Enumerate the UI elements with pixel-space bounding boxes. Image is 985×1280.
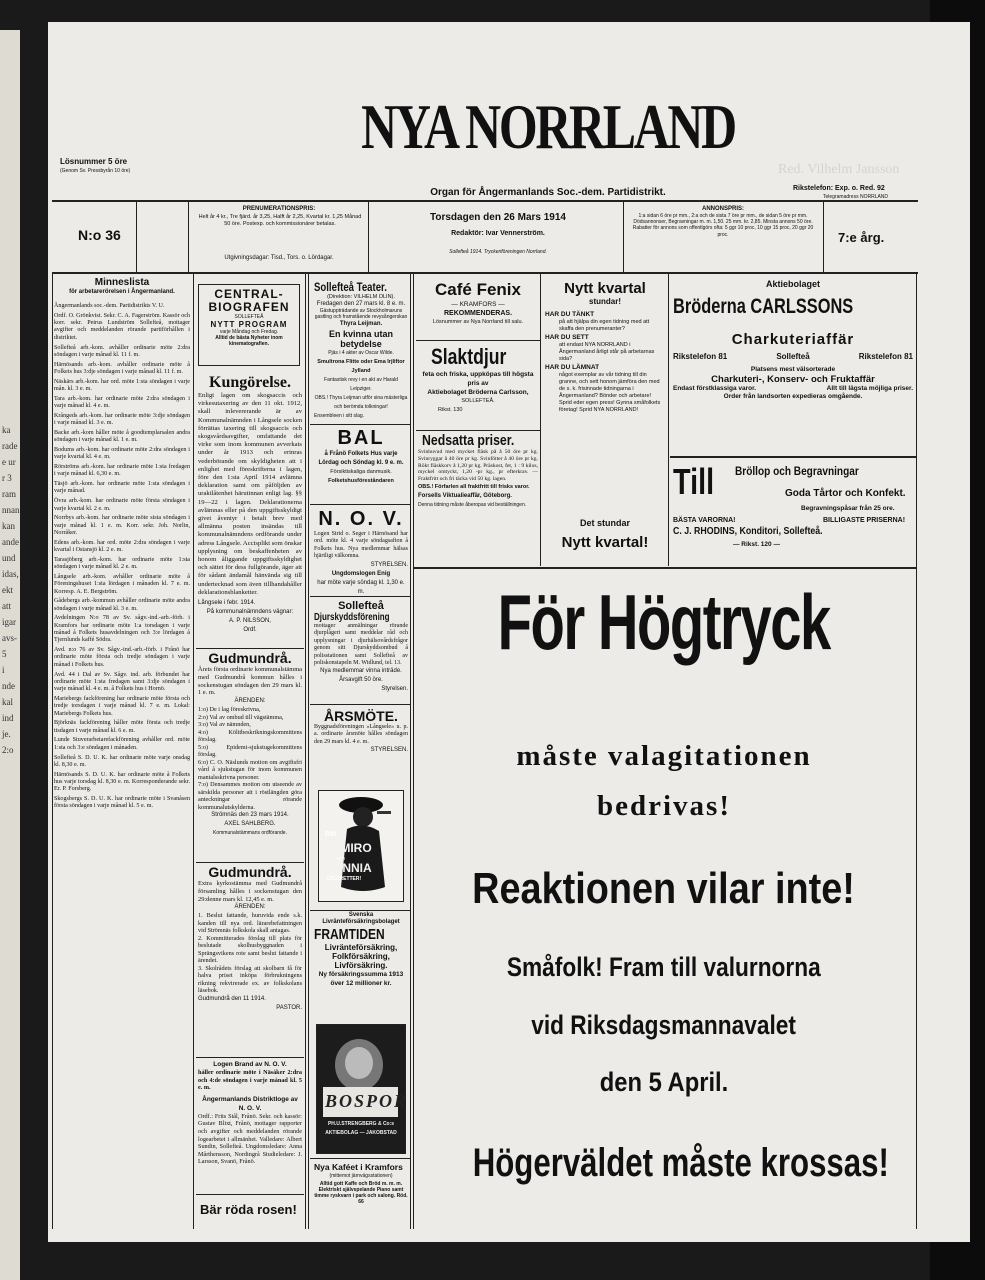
minneslista-entry: Backe arb.-kom håller möte å goodtemplarsalen andra söndagen i varje månad kl. 1 e. m. [54, 429, 190, 444]
adjacent-page-fragment: 5 [2, 649, 7, 659]
gudmundra2-signer: PASTOR. [276, 1004, 302, 1011]
carlssons-goods-head: Platsens mest välsorterade [750, 366, 836, 373]
slaktdjur-buyer: Aktiebolaget Bröderna Carlsson, [427, 389, 529, 396]
election-line1: måste valagitationen [516, 740, 812, 772]
minneslista-entry: Bodums arb.-kom. har ordinarie möte 2:dra söndagen i varje kvartal kl. 4 e. m. [54, 446, 190, 461]
framtiden-name: FRAMTIDEN [314, 926, 385, 943]
theater-ensemble: Ensembleen i sitt slag. [314, 413, 365, 419]
rule [310, 424, 410, 425]
adjacent-page-fragment: ekt [2, 585, 13, 595]
bal-host: Folketshusföreståndaren [328, 478, 394, 484]
gudmundra2-place: Gudmundrå den 11 1914. [198, 995, 266, 1002]
rhodins-ad [673, 460, 913, 560]
theater-extra: Smultrona Flitte oder Ema Irjliftor Jylland [317, 359, 405, 374]
ang-dist-text: Ordf.: Frits Stål, Frånö. Sekr. och kassör: Gustav Blixt, Frånö, mottager rapporter och avgifter och meddelanden rörande logearbetet i allmänhet. Valledare: Albert Sundin, Sollefteå. Ungdomsledare: Anna Mårthensson, Nordingrå Studieledare: J. Larsson, Svanö, Frånö. [198, 1112, 302, 1166]
arsmote-text: Byggnadsföreningen »Långsele» u. p. a. ordinarie årsmöte hålles söndagen den 29 mars kl. 4 e. m. [314, 724, 408, 745]
election-reaction: Reaktionen vilar inte! [472, 864, 856, 913]
rhodins-line1: Bröllop och Begravningar [735, 464, 859, 478]
minneslista-entry: Avd. 44 i Dal av Sv. Sågv. ind. arb. förbundet har ordinarie möte 1:sta fredagen samt 3:dje söndagen i varje månad kl. 4 e. m. å Folkets hus i Hornö. [54, 671, 190, 693]
rule [623, 202, 624, 272]
rule [416, 430, 540, 431]
newspaper-page [48, 22, 970, 1242]
nya-kafet-sub: (mittemot järnvägsstationen) [329, 1173, 393, 1179]
rule [310, 504, 410, 505]
carlssons-goods2: Endast förstklassiga varor. [673, 385, 757, 392]
cinema-title-1: CENTRAL- [214, 287, 284, 301]
nedsatta-priser-ad [418, 432, 538, 510]
nytt-kvartal-q3: HAR DU LÄMNAT [545, 364, 600, 371]
gudmundra2-items [198, 912, 302, 995]
cafe-fenix-rec: REKOMMENDERAS. [443, 310, 513, 317]
phone-line: Rikstelefon: Exp. o. Red. 92 [793, 185, 885, 192]
bal-band: Försiktiskaliga danmusik. [330, 469, 392, 475]
nedsatta-title: Nedsatta priser. [421, 432, 515, 449]
gudmundra1-items [198, 706, 302, 811]
rhodins-name: C. J. RHODINS, Konditori, Sollefteå. [673, 526, 823, 537]
bal-title: BAL [337, 427, 385, 449]
adjacent-page-fragment: avs- [2, 633, 17, 643]
carlssons-top: Aktiebolaget [765, 279, 820, 289]
arsmote-sign: STYRELSEN. [370, 747, 408, 754]
minneslista-entry: Avd. n:o 76 av Sv. Sågv.-ind.-arb.-förb. i Frånö har ordinarie möte första och tredje söndagen i varje månad i Folkets hus. [54, 647, 190, 668]
armiro-brand-2: ARMIRO [323, 841, 372, 855]
price-label: Lösnummer 5 öre [60, 157, 128, 166]
cafe-fenix-ad [418, 280, 538, 327]
theater-star: Thyra Leijman. [339, 321, 383, 327]
bospor-cigarette-ad [316, 1024, 409, 1154]
carlssons-phones [673, 352, 913, 361]
column-rule [308, 274, 309, 1229]
gudmundra1-item: 5:o) Epidemi-sjukstugekommittens förslag. [198, 743, 302, 759]
djurskydd-member: Nya medlemmar vinna inträde. Årsavgift 50 öre. [320, 668, 402, 684]
slaktdjur-ad [418, 344, 538, 415]
framtiden-line1: Livränteförsäkring, [324, 943, 398, 952]
adjacent-page-fragment: e ur [2, 457, 16, 467]
slaktdjur-title: Slaktdjur [430, 344, 507, 369]
minneslista-entry: Tarasjöberg arb.-kom. har ordinarie möte 1:sta söndagen i varje månad kl. 2 e. m. [54, 556, 190, 571]
arsmote-ad [314, 708, 408, 755]
framtiden-sum2: över 12 millioner kr. [330, 980, 392, 987]
adjacent-page-fragment: igar [2, 617, 16, 627]
carlssons-phone-left: Rikstelefon 81 [673, 352, 728, 361]
rhodins-tel: — Rikst. 120 — [733, 541, 780, 548]
nytt-kvartal-t1: på att hjälpa din egen tidning med att skaffa den prenumeranter? [559, 319, 650, 332]
framtiden-line2: Folkförsäkring, [332, 952, 390, 961]
minneslista-entry: Edens arb.-kom. har ord. möte 2:dra söndagen i varje kvartal i Ostansjö kl. 2 e. m. [54, 539, 190, 554]
minneslista-entry: Härnösands S. D. U. K. har ordinarie möte å Folkets hus varje torsdag kl. 8,30 e. m. Korresponderande sekr. Er. P. Forsberg. [54, 771, 190, 793]
theater-play: En kvinna utan betydelse [328, 329, 393, 349]
nov-ungdom-title: Ungdomslogen Enig [331, 570, 391, 577]
column-rule [305, 274, 306, 1229]
minneslista-entry: Ordf. O. Grönkvist. Sekr. C. A. Fagerström. Kassör och korr. sekr. Petrus Lundström Sollefteå, mottager avgifter och meddelanden rörande partiförhållen i distriktet. [54, 312, 190, 341]
rhodins-best: BÄSTA VARORNA! [673, 517, 736, 524]
rule [414, 567, 916, 569]
nytt-kvartal-ad [545, 280, 665, 414]
kungorelse-place: Långsele i febr. 1914. [198, 600, 256, 607]
framtiden-ad [314, 912, 408, 988]
theater-title: Sollefteå Teater. [314, 280, 387, 294]
adjacent-page-fragment: je. [2, 729, 11, 739]
adjacent-page-fragment: 2:o [2, 745, 14, 755]
election-line4: vid Riksdagsmannavalet [531, 1010, 797, 1040]
kungorelse-title: Kungörelse. [209, 374, 291, 391]
election-final: Högerväldet måste krossas! [472, 1141, 889, 1185]
minneslista-subtitle: för arbetarerörelsen i Ångermanland. [69, 289, 175, 295]
ang-dist-title: Ångermanlands Distriktloge av N. O. V. [202, 1095, 298, 1112]
logen-title: Logen Brand av N. O. V. [213, 1061, 287, 1068]
nov-ungdom-text: har möte varje söndag kl. 1,30 e. m. [317, 579, 405, 595]
theater-direction: (Direktion: VILHELM OLIN). [327, 294, 395, 300]
rule [196, 1194, 304, 1195]
gudmundra1-text: Årets första ordinarie kommunalstämma med Gudmundrå kommun hålles i sockenstugan söndagen den 29 mars kl. 1 e. m. [198, 666, 302, 697]
adjacent-page-fragment: rade [2, 441, 18, 451]
issue-date: Torsdagen den 26 Mars 1914 [430, 212, 566, 223]
ads-price-title: ANNONSPRIS: [701, 206, 744, 212]
minneslista-entry: Tara arb.-kom. har ordinarie möte 2:dra söndagen i varje månad kl. 4 e. m. [54, 395, 190, 410]
rule [416, 340, 540, 341]
carlssons-phone-right: Rikstelefon 81 [858, 352, 913, 361]
minneslista-entry: Härnösands arb.-kom. avhåller ordinarie möte å Folkets hus 3:dje söndagen i varje månad kl. 11 f. m. [54, 361, 190, 375]
printer: Sollefteå 1914. Tryckeriföreningen Norrland. [449, 249, 547, 255]
minneslista-title: Minneslista [94, 277, 150, 288]
rule [368, 202, 369, 272]
nov-text: Logen Strid o. Seger i Härnösand har ord. möte kl. 4 varje söndagsafton å Folkets hus. Nya medlemmar hälsas hjärtligt välkomna. [314, 531, 408, 560]
nytt-kvartal-q1: HAR DU TÄNKT [545, 311, 595, 318]
djurskydd-title-1: Sollefteå [338, 600, 384, 612]
minneslista-entry: Täsjö arb.-kom. har ordinarie möte 1:sta söndagen i varje månad. [54, 481, 190, 495]
cinema-title-2: BIOGRAFEN [208, 300, 290, 314]
minneslista-entry: Gådebergs arb.-kommun avhåller ordinarie möte andra söndagen i varje månad kl. 3 e. m. [54, 598, 190, 612]
gudmundra1-place: Strömnäs den 23 mars 1914. [211, 812, 289, 819]
bospor-maker: PH.U.STRENGBERG & Co:s AKTIEBOLAG — JAKOBSTAD [325, 1121, 397, 1136]
carlssons-goods: Charkuteri-, Konserv- och Fruktaffär [711, 374, 875, 385]
publishing-days: Utgivningsdagar: Tisd., Tors. o. Lördagar. [224, 255, 334, 261]
carlssons-ad [673, 280, 913, 401]
framtiden-top: Svenska Livränteförsäkringsbolaget [322, 912, 400, 925]
kungorelse-signer-role: Ordf. [243, 627, 257, 634]
minneslista-entry: Sollefteå arb.-kom. avhåller ordinarie möte 2:dra söndagen i varje månad kl. 11 f. m. [54, 344, 190, 358]
rhodins-till: Till [673, 461, 715, 502]
telegram-line: Telegramadress NORRLAND [823, 194, 889, 200]
issue-number: N:o 36 [78, 227, 121, 243]
rule [823, 202, 824, 272]
theater-play-sub: Pjäs i 4 akter av Oscar Wilde. [328, 350, 394, 356]
adjacent-page-fragment: nde [2, 681, 15, 691]
slaktdjur-town: SOLLEFTEÅ. [461, 398, 495, 404]
minneslista-entry: Ångermanlands soc.-dem. Partidistrikts V. U. [54, 303, 165, 309]
nytt-kvartal-sub: stundar! [589, 297, 621, 306]
minneslista-entry: Näskärs arb.-kom. har ord. möte 1:sta söndagen i varje mån. kl. 3 e. m. [54, 378, 190, 392]
armiro-brand-4: FENNIA [327, 861, 372, 875]
cinema-program: NYTT PROGRAM [210, 320, 288, 329]
kungorelse-notice [198, 374, 302, 635]
slaktdjur-text: feta och friska, uppköpas till högsta pris av [422, 371, 534, 387]
minneslista-entry: Långsele arb.-kom. avhåller ordinarie möte å Föreningshuset 1:sta lördagen i månaden kl. 7 e. m. Korresp. A. E. Bergström. [54, 573, 190, 595]
subscription-title: PRENUMERATIONSPRIS: [242, 206, 316, 212]
theater-obs: OBS.! Thyra Leijman utför sina mästerliga och berömda tolkningar! [314, 395, 408, 410]
cinema-days: varje Måndag och Fredag. [219, 329, 279, 335]
adjacent-page-fragment: und [2, 553, 16, 563]
theater-ad [314, 280, 408, 421]
bospor-name: BOSPOR [325, 1091, 409, 1111]
adjacent-page-strip [0, 30, 20, 1280]
rule [310, 1158, 410, 1159]
carlssons-town: Sollefteå [776, 352, 810, 361]
adjacent-page-fragment: ind [2, 713, 14, 723]
rule [188, 202, 189, 272]
gudmundra2-item: 2. Kommitterades förslag till plats för beslutade skolhusbyggnaden i Sprängsvikens rote samt beslut fattande i ärendet. [198, 934, 302, 965]
minneslista-entry: Skogsbergs S. D. U. K. har ordinarie möte i Svanåsen första söndagen i varje månad kl. 5 e. m. [54, 796, 190, 810]
minneslista-entry: Övra arb.-kom. har ordinarie möte första söndagen i varje kvartal kl. 2 e. m. [54, 498, 190, 512]
adjacent-page-fragment: ande [2, 537, 19, 547]
minneslista-entry: Lunde Stuverarbetarefackförening avhåller ord. möte 1:sta och 3:e söndagen i månaden. [54, 737, 190, 751]
nedsatta-note: Denna tidning måste åberopas vid beställningen. [418, 501, 527, 508]
adjacent-page-fragment: idas, [2, 569, 19, 579]
adjacent-page-heading: Red. Vilhelm Jansson [778, 162, 900, 177]
djurskydd-title-2: Djurskyddsförening [314, 612, 390, 623]
gudmundra1-arenden: ÄRENDEN: [234, 698, 266, 705]
gudmundra1-item: 3:o) Val av nämnden, [198, 721, 251, 729]
column-rule [668, 274, 669, 566]
cafe-fenix-sold: Lösnummer av Nya Norrland till salu. [432, 319, 524, 325]
nya-kafet-text: Alltid gott Kaffe och Bröd m. m. m. Elektriskt självspelande Piano samt timme ryskvarn i park och salong. Röd. 66 [314, 1181, 408, 1205]
minneslista-list [54, 303, 190, 811]
framtiden-line3: Livförsäkring. [334, 961, 388, 970]
armiro-cigarette-ad [318, 790, 404, 902]
gudmundra1-signer-role: Kommunalstämmans ordförande. [213, 830, 287, 837]
election-line2: bedrivas! [597, 790, 731, 822]
carlssons-shop: Charkuteriaffär [731, 331, 855, 348]
rule [670, 456, 916, 458]
election-line3: Småfolk! Fram till valurnorna [507, 952, 821, 982]
framtiden-sum: Ny försäkringssumma 1913 [318, 971, 404, 978]
cafe-fenix-title: Café Fenix [435, 280, 521, 299]
djurskydd-text: mottager anmälningar rörande djurplågeri samt meddelar råd och upplysningar i djurhälsovårdsfrågor genom sitt Djurskyddsombud å polisstationen samt Sollefteå av poliskonstapeln M. Widlund, tel. 13. [314, 623, 408, 667]
minneslista-entry: Sollefteå S. D. U. K. har ordinarie möte varje onsdag kl. 8,30 e. m. [54, 754, 190, 768]
rule [196, 862, 304, 863]
theater-extra-sub: Fantastisk revy i en akt av Harald Leipziger. [324, 377, 398, 392]
nov-ad [314, 508, 408, 597]
carlssons-name: Bröderna CARLSSONS [673, 295, 854, 318]
gudmundra-kyrkostamma [198, 864, 302, 1013]
adjacent-page-fragment: r 3 [2, 473, 12, 483]
rhodins-cheap: BILLIGASTE PRISERNA! [823, 517, 906, 524]
gudmundra1-signer: AXEL SAHLBERG. [224, 821, 276, 828]
minneslista-column [54, 277, 190, 813]
logen-text: håller ordinarie möte i Näsåker 2:dra och 4:de söndagen i varje månad kl. 5 e. m. [198, 1069, 302, 1092]
page-border [52, 274, 53, 1229]
nya-kafet-ad [314, 1162, 408, 1205]
rule [196, 1057, 304, 1058]
ads-price-text: 1:a sidan 6 öre pr mm., 2:a och de sista 7 öre pr mm., de sidan 5 öre pr mm. Dödsannonser, Begravningar m. m. 1,50. 25 mm. kr. 2,85. Minsta annons 50 öre. Rabatter för annons som offentlgörs ofta: 5 ggr 10 proc, 10 ggr 15 proc, 20 ggr 20 proc. [632, 213, 814, 238]
adjacent-page-fragment: nnan [2, 505, 20, 515]
arsmote-title: ÅRSMÖTE. [324, 708, 398, 724]
rhodins-line2: Goda Tårtor och Konfekt. [785, 488, 906, 499]
nytt-kvartal-foot2: Nytt kvartal! [561, 534, 649, 551]
gudmundra2-item: 3. Skolrådets förslag att skolbarn få för halva priset inköpa förbrukningens rikning rekvirerade ex. av folkskolans läsebok. [198, 964, 302, 995]
cafe-fenix-place: — KRAMFORS — [451, 301, 505, 308]
nedsatta-obs: OBS.! Förfarlen all fraktfritt till frisks varor. [418, 483, 530, 490]
editor: Redaktör: Ivar Vennerström. [451, 230, 545, 237]
volume-year: 7:e årg. [838, 230, 885, 245]
nov-sign: STYRELSEN. [370, 561, 408, 568]
column-rule [540, 274, 541, 566]
djurskydd-sign: Styrelsen. [381, 686, 408, 693]
subscription-text: Helt år 4 kr., Tre fjärd. år 3,25, Halft år 2,25, Kvartal kr. 1,25 Månad 50 öre. Postexp. och kommissionärer betalas. [198, 214, 362, 227]
nytt-kvartal-t3: något exemplar av vår tidning till din granne, och sett honom jämföra den med de s. k. frisinnade tidningarna i Ångermanland? Bönder och arbetare! Sprid eder egen press! Gynna småfolkets företag! Sprid NYA NORRLAND! [559, 372, 661, 413]
kungorelse-signer: A. P. NILSSON, [229, 618, 271, 625]
bal-text: å Frånö Folkets Hus varje Lördag och Söndag kl. 9 e. m. [318, 451, 404, 466]
gudmundra1-item: 6:o) C. O. Näslunds motion om avgiftsfri vård å sjukstugan för inom kommunen mantalsskrivna personer. [198, 758, 302, 781]
gudmundra1-item: 1:o) De i lag föreskrivna, [198, 706, 261, 714]
rule [52, 272, 918, 274]
armiro-brand-5: CIGARETTER! [327, 876, 362, 882]
column-rule [410, 274, 411, 1229]
slaktdjur-tel: Rikst. 130 [438, 407, 463, 413]
centralbiografen-ad [198, 284, 300, 366]
djurskydd-ad [314, 600, 408, 694]
bar-roda-rosen: Bär röda rosen! [200, 1202, 297, 1217]
theater-guest: Gästuppträdande av Stockholmaruns gastling och framstående revysångerskan [314, 308, 408, 320]
price-sub: (Genom Sv. Pressbyrån 10 öre) [60, 168, 131, 174]
gudmundra2-arenden: ÄRENDEN: [234, 904, 266, 911]
minneslista-entry: Avdelningen N:o 78 av Sv. sågv.-ind.-arb.-förb. i Kramfors har ordinarie möte 1:a torsdagen i varje månad å Folkets husavdelningen och 3:e lördagen å Tjernlunds kaffé Södra. [54, 615, 190, 644]
election-headline: För Högtryck [497, 578, 831, 666]
gudmundra1-title: Gudmundrå. [208, 650, 292, 666]
nya-kafet-title: Nya Kaféet i Kramfors [314, 1162, 403, 1172]
nedsatta-text: Svinhuvud med mycket fläsk på å 50 öre pr kg. Svinryggar å 40 öre pr kg. Svinfötter å 40 öre pr kg. Rökt fläskkorv å 1,20 pr kg. Präskost, fet, 1 : 9 kilos, myckel omtyckt, 1,20 -pr kg., pr efterkrav. — Fraktfritt och fri täcka vid 50 kg. lagen. [418, 449, 538, 483]
column-rule [193, 274, 194, 1229]
minneslista-entry: Mariebergs fackförening har ordinarie möte första och tredje torsdagen i varje månad kl. 7 e. m. Lokal: Mariebergs Folkets hus. [54, 695, 190, 717]
adjacent-page-fragment: att [2, 601, 11, 611]
nytt-kvartal-q2: HAR DU SETT [545, 334, 589, 341]
cinema-news: Alltid de bästa Nyheter inom kinematografien. [215, 335, 283, 347]
page-border [916, 274, 917, 1229]
nytt-kvartal-t2: att endast NYA NORRLAND i Ångermanland årligt står på arbetarnas sida? [559, 342, 655, 362]
rule [310, 910, 410, 911]
rule [136, 202, 137, 272]
gudmundra2-item: 1. Beslut fattande, huruvida ende s.k. kanden till nya ord. lärarebefattningen vid Strömnäs folkskola skall antagas. [198, 912, 302, 935]
adjacent-page-fragment: kal [2, 697, 13, 707]
minneslista-entry: Rörströms arb.-kom. har ordinarie möte 1:sta fredagen i varje månad kl. 6,30 e. m. [54, 464, 190, 478]
carlssons-goods-row [673, 385, 913, 392]
kungorelse-text: Enligt lagen om skogsaccis och virkesutaxering av den 11 okt. 1912, skall inlevererande är av Kommunalnämnden i Långsele socken förrättas taxering till skogsaccis och skogsvårdsavgifter, omfattande det virke som inom kommunen avverkats under år 1913 och erinras vederbörande om skyldigheten att i enlighet med föreskrifterna i lagen, före den 1:sta April 1914 avlämna deklaration samt om påföljden av uraktlåtenhet härutinnan enligt lag. §§ 19—22 i lagen. Deklarationerna avlämnas eller på den uppgiftsskyldigt givet åventyr i betalt brev med allmänna posten insändas till kommunalnämndens ordförande under adress Långsele. Accisplikt som önskar upplysning om beskaffenheten av honom åliggande uppgiftsskyldighet och sättet för dess fullgörande, äger att för sådant ändamål hänvända sig till undertecknad som även tillhandahåller deklarationsblanketter. [198, 392, 302, 596]
rule [310, 704, 410, 705]
gudmundra2-text: Extra kyrkostämma med Gudmundrå församling hålles i sockenstugan den 29:denne mars kl. 12,45 e. m. [198, 880, 302, 903]
adjacent-page-fragment: kan [2, 521, 15, 531]
carlssons-orders: Order från landsorten expedieras omgående. [723, 393, 863, 400]
theater-when: Fredagen den 27 mars kl. 8 e. m. [316, 301, 406, 307]
minneslista-entry: Norrbys arb.-kom. har ordinarie möte sista söndagen i varje månad kl. 1 e. m. Korr. sekr. Joh. Norlin, Norråker. [54, 515, 190, 536]
rule [196, 648, 304, 649]
election-line5: den 5 April. [599, 1067, 729, 1097]
armiro-brand-1: Röt [325, 831, 337, 838]
bal-ad [314, 427, 408, 486]
gudmundra2-title: Gudmundrå. [208, 864, 292, 880]
adjacent-page-fragment: i [2, 665, 5, 675]
minneslista-entry: Björknäs fackförening håller möte första och tredje tisdagen i varje månad kl. 6 e. m. [54, 720, 190, 734]
rule [52, 200, 918, 202]
gudmundra1-item: 7:o) Densammes motion om utseende av särskilda personer att i röstlängden göra anteckningar rörande kommunalutskylderna. [198, 781, 302, 811]
adjacent-page-fragment: ka [2, 425, 11, 435]
gudmundra-stamma [198, 650, 302, 838]
adjacent-page-fragment: ram [2, 489, 16, 499]
newspaper-subtitle: Organ för Ångermanlands Soc.-dem. Partidistrikt. [430, 187, 666, 198]
gudmundra1-item: 4:o) Kölitbeskrikningskommittens förslag. [198, 728, 302, 744]
cinema-town: SOLLEFTEÅ [234, 314, 264, 320]
nytt-kvartal-foot1: Det stundar [579, 518, 630, 528]
nytt-kvartal-title: Nytt kvartal [564, 280, 646, 297]
rule [310, 596, 410, 597]
kungorelse-sign-intro: På kommunalnämndens vägnar: [206, 609, 294, 616]
carlssons-goods3: Allt till lägsta möjliga priser. [826, 385, 913, 392]
rhodins-line3: Begravningspåsar från 25 ore. [801, 505, 895, 512]
logen-brand [198, 1060, 302, 1166]
nov-title: N. O. V. [318, 508, 404, 530]
newspaper-title: NYA NORRLAND [361, 91, 735, 162]
minneslista-entry: Krångeds arb.-kom. har ordinarie möte 3:dje söndagen i varje månad kl. 3 e. m. [54, 412, 190, 427]
armiro-brand-3: och [337, 856, 346, 862]
gudmundra1-item: 2:o) Val av ombud till vägstämma, [198, 713, 284, 721]
nedsatta-seller: Forsells Viktualieaffär, Göteborg. [418, 492, 512, 499]
